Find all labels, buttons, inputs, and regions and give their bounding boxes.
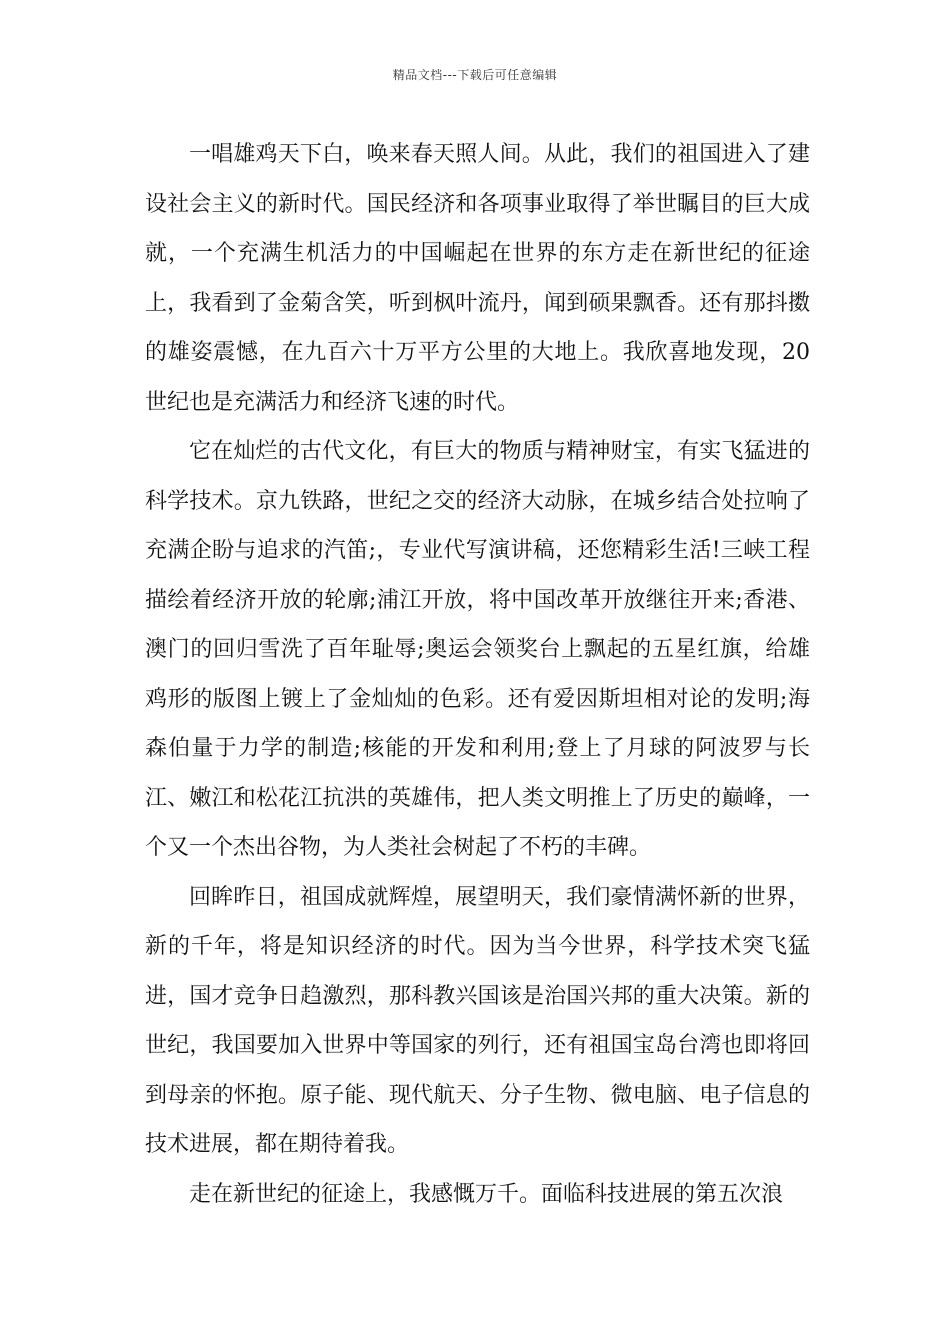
paragraph-4: 走在新世纪的征途上，我感慨万千。面临科技进展的第五次浪 — [189, 1181, 784, 1207]
paragraph-2: 它在灿烂的古代文化，有巨大的物质与精神财宝，有实飞猛进的科学技术。京九铁路，世纪之交的经济大动脉，在城乡结合处拉响了充满企盼与追求的汽笛;，专业代写演讲稿，还您精彩生活!三峡工程描绘着经济开放的轮廓;浦江开放，将中国改革开放继往开来;香港、澳门的回归雪洗了百年耻辱;奥运会领奖台上飘起的五星红旗，给雄鸡形的版图上镀上了金灿灿的色彩。还有爱因斯坦相对论的发明;海森伯量于力学的制造;核能的开发和利用;登上了月球的阿波罗与长江、嫩江和松花江抗洪的英雄伟，把人类文明推上了历史的巅峰，一个又一个杰出谷物，为人类社会树起了不朽的丰碑。 — [145, 439, 810, 860]
page-header: 精品文档---下载后可任意编辑 — [392, 68, 558, 82]
paragraph-1: 一唱雄鸡天下白，唤来春天照人间。从此，我们的祖国进入了建设社会主义的新时代。国民经济和各项事业取得了举世瞩目的巨大成就，一个充满生机活力的中国崛起在世界的东方走在新世纪的征途上，我看到了金菊含笑，听到枫叶流丹，闻到硕果飘香。还有那抖擞的雄姿震憾，在九百六十万平方公里的大地上。我欣喜地发现，20世纪也是充满活力和经济飞速的时代。 — [145, 142, 810, 415]
paragraph-3: 回眸昨日，祖国成就辉煌，展望明天，我们豪情满怀新的世界，新的千年，将是知识经济的时代。因为当今世界，科学技术突飞猛进，国才竞争日趋激烈，那科教兴国该是治国兴邦的重大决策。新的世纪，我国要加入世界中等国家的列行，还有祖国宝岛台湾也即将回到母亲的怀抱。原子能、现代航天、分子生物、微电脑、电子信息的技术进展，都在期待着我。 — [145, 884, 810, 1157]
document-body — [145, 130, 810, 1219]
